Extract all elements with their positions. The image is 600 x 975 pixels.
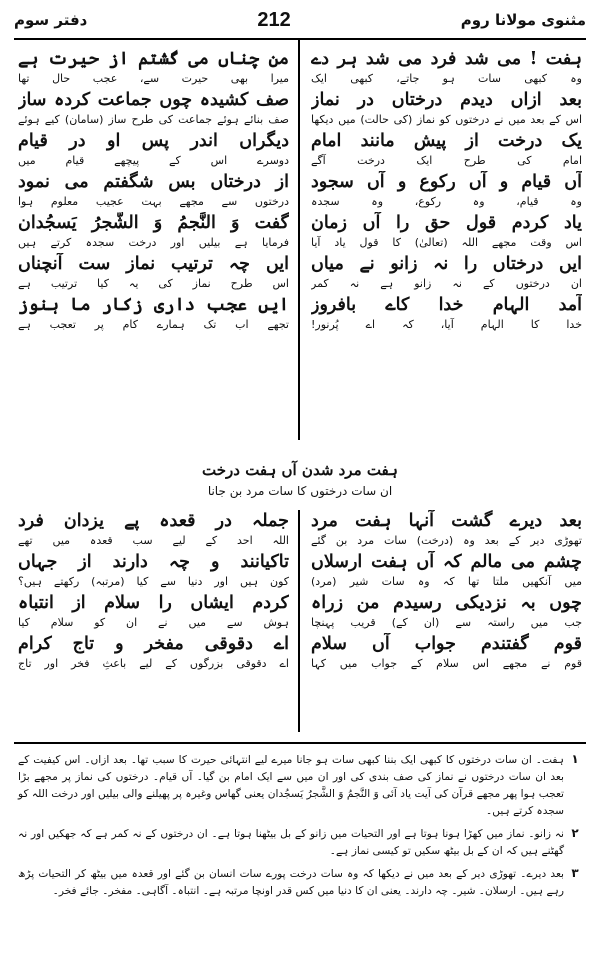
translation-line: اس طرح نماز کی یہ کیا ترتیب ہے <box>18 277 289 290</box>
verse-line: از درختاں بس شگفتم می نمود <box>18 172 289 192</box>
verse-line: چشم می مالم کہ آں ہفت ارسلاں <box>311 552 582 572</box>
verse-line: جملہ در قعدہ پے یزدان فرد <box>18 511 289 531</box>
footnote-text: نہ زانو۔ نماز میں کھڑا ہونا ہوتا ہے اور التحیات میں زانو کے بل بیٹھنا ہوتا ہے۔ ان درختوں کے نہ کمر ہے کہ جھکیں اور نہ گھٹنے ہیں کہ ان کے بل بیٹھ سکیں تو کیسی نماز ہے۔ <box>18 828 564 857</box>
footnote-text: بعد دیرے۔ تھوڑی دیر کے بعد میں نے دیکھا کہ وہ سات درخت پورے سات انسان بن گئے اور قعدہ میں بیٹھ کر التحیات پڑھ رہے ہیں۔ ارسلان۔ شیر۔ چہ دارند۔ یعنی ان کا دنیا میں کس قدر اونچا مرتبہ ہے۔ انتباہ۔ آگاہی۔ مفخر۔ جائے فخر۔ <box>18 868 564 897</box>
translation-line: ہوش سے میں نے ان کو سلام کیا <box>18 616 289 629</box>
volume-title: دفتر سوم <box>14 11 88 29</box>
footnote-number: ۳ <box>571 866 579 880</box>
translation-line: خدا کا الہام آیا، کہ اے پُرنور! <box>311 318 582 331</box>
translation-line: اللہ احد کے لیے سب قعدہ میں تھے <box>18 534 289 547</box>
verse-line: اے دقوقی مفخر و تاج کرام <box>18 634 289 654</box>
verse-line: کردم ایشاں را سلام از انتباہ <box>18 593 289 613</box>
translation-line: صف بنائے ہوئے جماعت کی طرح ساز (سامان) کیے ہوئے <box>18 113 289 126</box>
translation-line: اس کے بعد میں نے درختوں کو نماز (کی حالت) میں دیکھا <box>311 113 582 126</box>
translation-line: میرا بھی حیرت سے، عجب حال تھا <box>18 72 289 85</box>
translation-line: دوسرے اس کے پیچھے قیام میں <box>18 154 289 167</box>
bottom-right-column <box>311 510 582 674</box>
translation-line: وہ کبھی سات ہو جاتے، کبھی ایک <box>311 72 582 85</box>
footnote <box>18 752 586 820</box>
footnotes <box>18 752 586 906</box>
translation-line: درختوں سے مجھے بہت عجیب معلوم ہوا <box>18 195 289 208</box>
verse-line: تاکیانند و چہ دارند از جہاں <box>18 552 289 572</box>
verse-line: یاد کردم قول حق را آں زمان <box>311 213 582 233</box>
page-number: 212 <box>257 8 291 31</box>
translation-line: قوم نے مجھے اس سلام کے جواب میں کہا <box>311 657 582 670</box>
section-heading-block <box>18 459 582 501</box>
translation-line: تجھے اب تک ہمارے کام پر تعجب ہے <box>18 318 289 331</box>
translation-line: جب میں راستہ سے (ان کے) قریب پہنچا <box>311 616 582 629</box>
translation-line: امام کی طرح ایک درخت آگے <box>311 154 582 167</box>
verse-line: گفت وَ النَّجمُ وَ الشَّجرُ یَسجُدان <box>18 213 289 233</box>
footnote-number: ۲ <box>571 826 579 840</box>
bottom-verse-columns <box>18 510 582 674</box>
section-subheading: ان سات درختوں کا سات مرد بن جانا <box>207 484 393 498</box>
translation-line: تھوڑی دیر کے بعد وہ (درخت) سات مرد بن گئے <box>311 534 582 547</box>
top-left-column <box>18 48 289 335</box>
translation-line: اے دقوقی بزرگوں کے لیے باعثِ فخر اور تاج <box>18 657 289 670</box>
verse-line: چوں بہ نزدیکی رسیدم من زراہ <box>311 593 582 613</box>
footnote <box>18 826 586 860</box>
footnote-number: ۱ <box>571 752 579 766</box>
verse-line: آں قیام و آں رکوع و آں سجود <box>311 172 582 192</box>
top-right-column <box>311 48 582 335</box>
translation-line: ان درختوں کے نہ زانو ہے نہ کمر <box>311 277 582 290</box>
section-heading: ہفت مرد شدن آں ہفت درخت <box>202 461 398 479</box>
verse-line: یک درخت از پیش مانند امام <box>311 131 582 151</box>
verse-line: ہفت ! می شد فرد می شد ہر دے <box>311 49 582 69</box>
page-header <box>14 6 586 34</box>
verse-line: بعد ازاں دیدم درختاں در نماز <box>311 90 582 110</box>
translation-line: کون ہیں اور دنیا سے کیا (مرتبہ) رکھتے ہیں؟ <box>18 575 289 588</box>
verse-line: دیگراں اندر پس او در قیام <box>18 131 289 151</box>
bottom-left-column <box>18 510 289 674</box>
translation-line: فرمایا ہے بیلیں اور درخت سجدہ کرتے ہیں <box>18 236 289 249</box>
verse-line: صف کشیدہ چوں جماعت کردہ ساز <box>18 90 289 110</box>
footnote-rule <box>14 742 586 744</box>
footnote <box>18 866 586 900</box>
footnote-text: ہفت۔ ان سات درختوں کا کبھی ایک بننا کبھی سات ہو جانا میرے لیے انتہائی حیرت کا سبب تھا۔ بعد ازاں۔ اس کیفیت کے بعد ان سات درختوں نے نماز کی صف بندی کی اور ان میں سے ایک امام بن گیا۔ آں قیام۔ درختوں کی نماز پر مجھے بڑا تعجب ہوا پھر مجھے قرآن کی آیت یاد آئی وَ النَّجمُ وَ الشَّجرُ یَسجُدان یعنی گھاس وغیرہ پر پھیلنے والی بیلیں اور درخت اللہ کو سجدہ کرتے ہیں۔ <box>18 754 564 817</box>
verse-line: آمد الہام خدا کاے بافروز <box>311 295 582 315</box>
verse-line: ایں درختاں را نہ زانو نے میاں <box>311 254 582 274</box>
verse-line: قوم گفتندم جواب آں سلام <box>311 634 582 654</box>
verse-line: من چناں می گشتم از حیرت ہے <box>18 49 289 69</box>
translation-line: اس وقت مجھے اللہ (تعالیٰ) کا قول یاد آیا <box>311 236 582 249</box>
translation-line: وہ قیام، وہ رکوع، وہ سجدہ <box>311 195 582 208</box>
header-rule <box>14 38 586 40</box>
top-verse-columns <box>18 48 582 335</box>
verse-line: ایں عجب داری زکار ما ہنوز <box>18 295 289 315</box>
book-title: مثنوی مولانا روم <box>460 11 586 29</box>
verse-line: ایں چہ ترتیب نماز ست آنچناں <box>18 254 289 274</box>
verse-line: بعد دیرے گشت آنہا ہفت مرد <box>311 511 582 531</box>
translation-line: میں آنکھیں ملتا تھا کہ وہ سات شیر (مرد) <box>311 575 582 588</box>
